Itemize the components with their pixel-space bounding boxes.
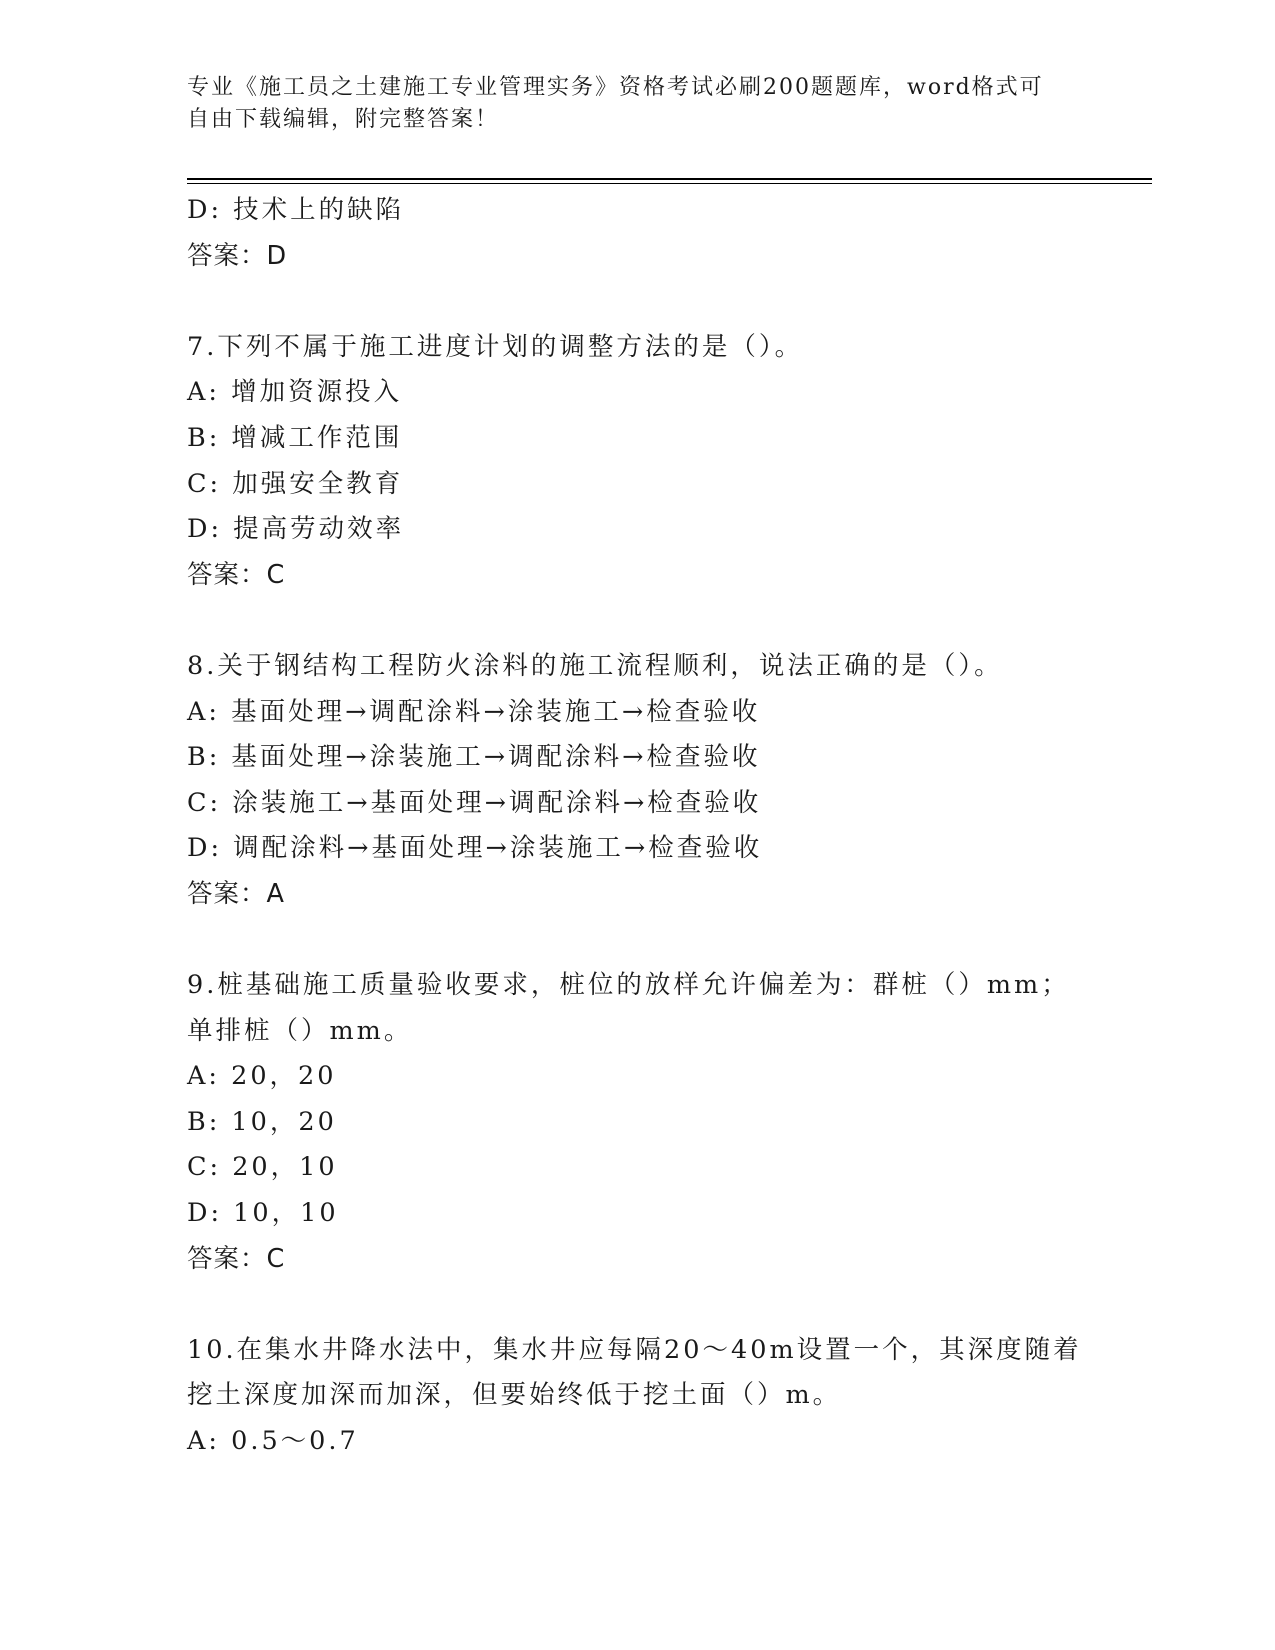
- question-6: [187, 188, 1107, 279]
- option-d: D: 技术上的缺陷: [187, 195, 405, 225]
- question-9: [187, 963, 1107, 1282]
- question-text: 8.关于钢结构工程防火涂料的施工流程顺利，说法正确的是（）。: [187, 650, 1003, 681]
- header-line-1: 专业《施工员之土建施工专业管理实务》资格考试必刷200题题库，word格式可: [187, 75, 1044, 100]
- option-b: B: 10，20: [187, 1106, 337, 1137]
- option-a: A: 增加资源投入: [187, 377, 403, 408]
- answer: 答案：D: [187, 240, 288, 271]
- option-b: B: 增减工作范围: [187, 422, 403, 453]
- question-text-line-2: 单排桩（）mm。: [187, 1015, 413, 1046]
- header-rule-thin: [187, 183, 1152, 184]
- option-c: C: 20，10: [187, 1152, 338, 1183]
- option-a: A: 基面处理→调配涂料→涂装施工→检查验收: [187, 696, 761, 727]
- spacer: [187, 279, 1107, 325]
- question-8: [187, 644, 1107, 918]
- question-text-line-2: 挖土深度加深而加深，但要始终低于挖土面（）m。: [187, 1380, 842, 1411]
- page-header: [187, 72, 1067, 136]
- header-line-2: 自由下载编辑，附完整答案！: [187, 107, 500, 132]
- option-b: B: 基面处理→涂装施工→调配涂料→检查验收: [187, 742, 761, 773]
- answer: 答案：C: [187, 1243, 286, 1274]
- question-list: [187, 188, 1107, 1465]
- spacer: [187, 598, 1107, 644]
- question-text: 7.下列不属于施工进度计划的调整方法的是（）。: [187, 331, 804, 362]
- option-a: A: 20，20: [187, 1061, 337, 1092]
- spacer: [187, 918, 1107, 964]
- option-c: C: 加强安全教育: [187, 468, 404, 499]
- question-10: [187, 1328, 1107, 1465]
- spacer: [187, 1282, 1107, 1328]
- question-text-line-1: 9.桩基础施工质量验收要求，桩位的放样允许偏差为：群桩（）mm；: [187, 970, 1070, 1001]
- option-a: A: 0.5～0.7: [187, 1426, 359, 1457]
- option-d: D: 提高劳动效率: [187, 514, 405, 545]
- answer: 答案：A: [187, 878, 285, 909]
- question-7: [187, 325, 1107, 599]
- header-rule-thick: [187, 178, 1152, 180]
- option-d: D: 调配涂料→基面处理→涂装施工→检查验收: [187, 833, 763, 864]
- answer: 答案：C: [187, 559, 286, 590]
- option-d: D: 10，10: [187, 1198, 339, 1229]
- option-c: C: 涂装施工→基面处理→调配涂料→检查验收: [187, 787, 762, 818]
- question-text-line-1: 10.在集水井降水法中，集水井应每隔20～40m设置一个，其深度随着: [187, 1334, 1082, 1365]
